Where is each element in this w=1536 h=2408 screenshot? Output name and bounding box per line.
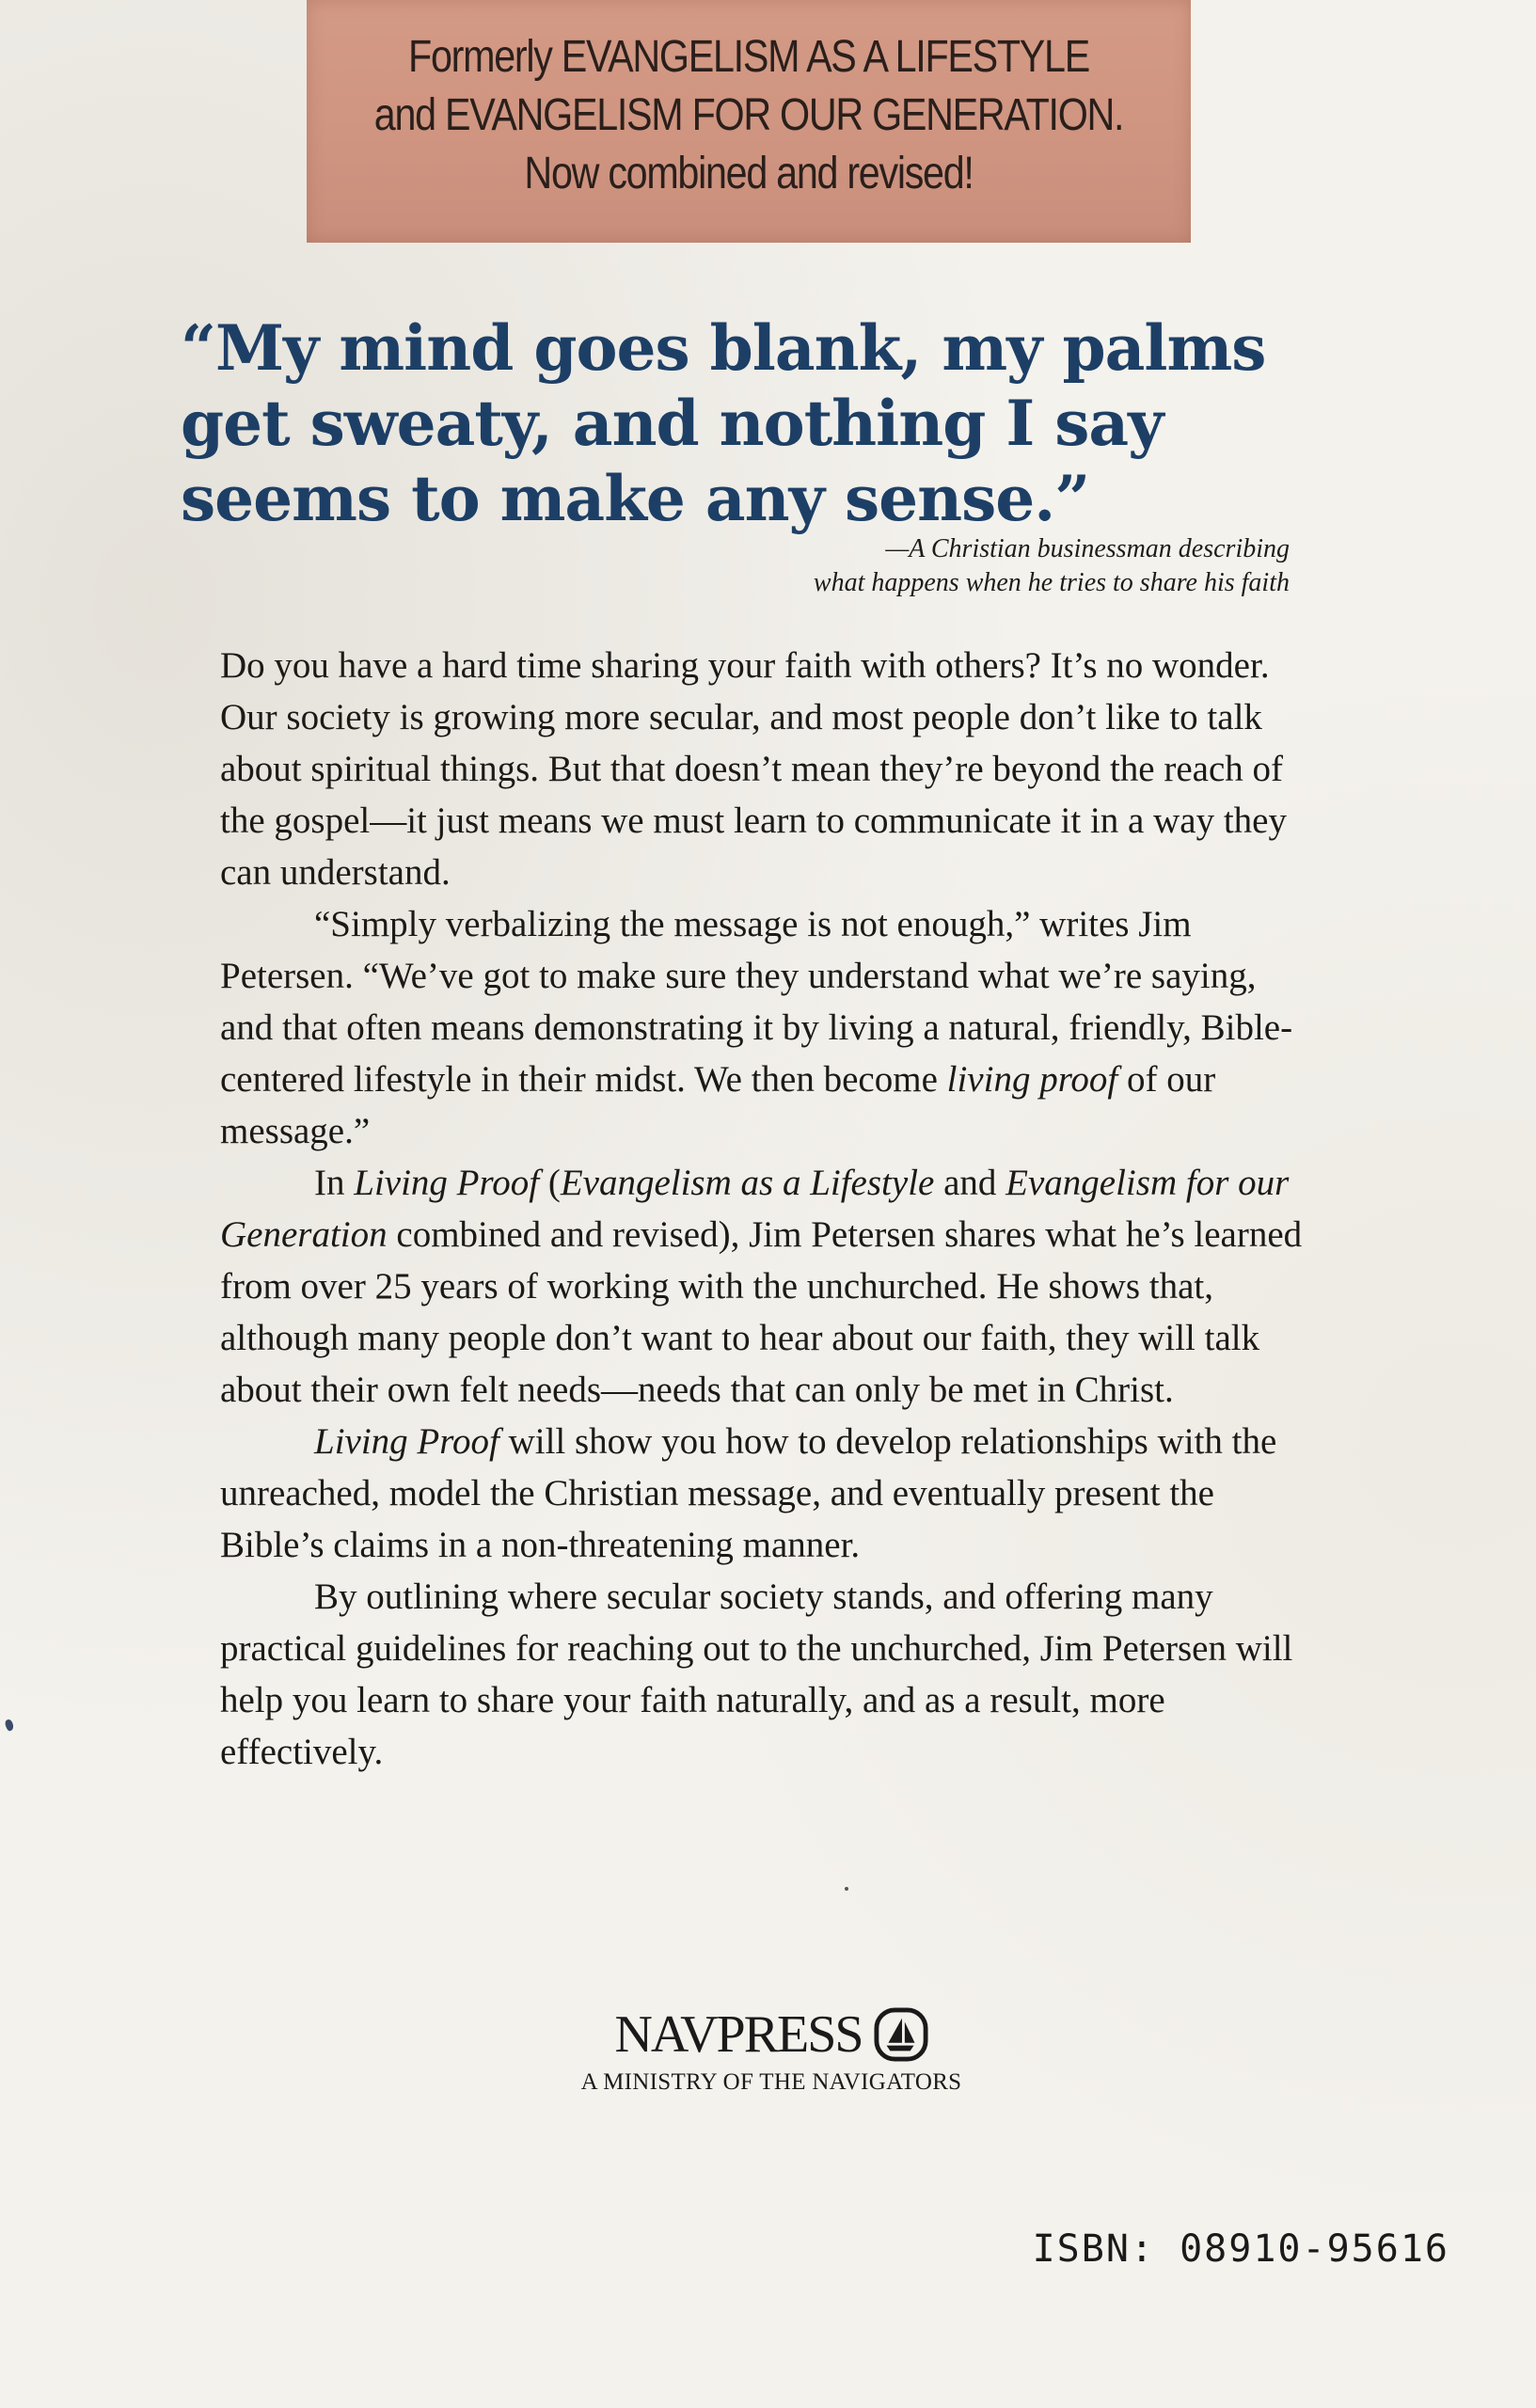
paragraph-4-title: Living Proof [314, 1421, 499, 1462]
quote-attribution [814, 532, 1290, 600]
edge-speck [4, 1719, 15, 1732]
paragraph-3-text-b: ( [539, 1163, 561, 1203]
paragraph-5-text: By outlining where secular society stands, and offering many practical guidelines for reaching out to the unchurched, Jim Petersen will help you learn to share your faith naturally, and as a result, more effectively. [220, 1576, 1293, 1772]
banner-line-1: Formerly EVANGELISM AS A LIFESTYLE [408, 32, 1089, 82]
paragraph-3-title: Living Proof [354, 1163, 540, 1203]
description-body [220, 640, 1311, 1778]
paragraph-1 [220, 640, 1311, 898]
paragraph-3-text-a: In [314, 1163, 355, 1203]
paragraph-3-former-title-1: Evangelism as a Lifestyle [560, 1163, 935, 1203]
paragraph-2-emphasis: living proof [946, 1059, 1118, 1100]
publisher-name-row [527, 2002, 1016, 2067]
navpress-sail-logo-icon [874, 2007, 928, 2062]
paragraph-2 [220, 898, 1311, 1157]
paragraph-1-text: Do you have a hard time sharing your faith with others? It’s no wonder. Our society is growing more secular, and most people don’t like to talk about spiritual things. But that doesn’t mean they’re beyond the reach of the gospel—it just means we must learn to communicate it in a way they can understand. [220, 645, 1287, 893]
paragraph-2-text-a: “Simply verbalizing the message is not enough,” writes Jim Petersen. “We’ve got to make sure they understand what we’re saying, and that often means demonstrating it by living a natural, friendly, Bible-centered lifestyle in their midst. We then become [220, 904, 1293, 1100]
paragraph-5 [220, 1571, 1311, 1778]
pull-quote [181, 310, 1266, 536]
print-speck [845, 1887, 848, 1891]
banner-line-3: Now combined and revised! [524, 149, 974, 198]
edition-banner [307, 0, 1191, 243]
paragraph-3-text-d: combined and revised), Jim Petersen shares what he’s learned from over 25 years of working with the unchurched. He shows that, although many people don’t want to hear about our faith, they will talk about their own felt needs—needs that can only be met in Christ. [220, 1214, 1303, 1410]
attribution-line-1: —A Christian businessman describing [885, 534, 1290, 563]
paragraph-3-former-title-2: Evangelism for our Generation [220, 1163, 1290, 1255]
paragraph-3 [220, 1157, 1311, 1416]
attribution-line-2: what happens when he tries to share his faith [813, 568, 1290, 597]
paragraph-3-text-c: and [934, 1163, 1006, 1203]
quote-line-2: get sweaty, and nothing I say [181, 387, 1164, 460]
paragraph-4 [220, 1416, 1311, 1571]
quote-line-1: “My mind goes blank, my palms [181, 311, 1266, 385]
paragraph-4-text: will show you how to develop relationships with the unreached, model the Christian message, and eventually present the Bible’s claims in a non-threatening manner. [220, 1421, 1277, 1565]
paragraph-2-text-b: of our message.” [220, 1059, 1216, 1151]
publisher-tagline: A MINISTRY OF THE NAVIGATORS [580, 2069, 962, 2095]
quote-line-3: seems to make any sense.” [181, 462, 1090, 535]
banner-line-2: and EVANGELISM FOR OUR GENERATION. [373, 90, 1124, 140]
isbn-number: ISBN: 08910-95616 [1032, 2227, 1449, 2271]
publisher-name: NAVPRESS [614, 2005, 863, 2064]
publisher-imprint [527, 2002, 1016, 2096]
